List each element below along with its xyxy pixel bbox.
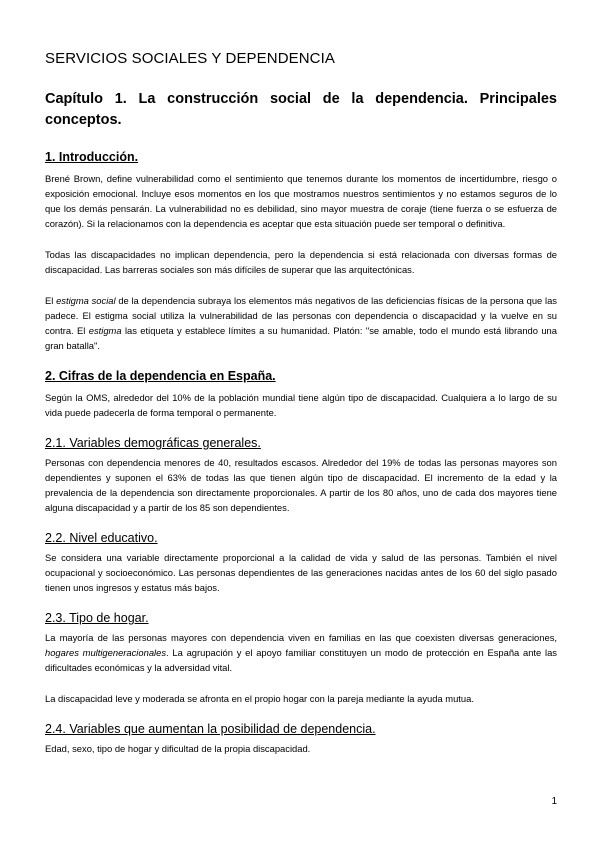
section-heading-introduccion: 1. Introducción. [45,150,139,164]
text-run: . La agrupación y el apoyo familiar constituyen un modo de protección en España ante las dificultades económicas y la adversidad vital. [45,647,557,673]
intro-paragraph-3 [45,293,557,353]
intro-paragraph-1: Brené Brown, define vulnerabilidad como el sentimiento que tenemos durante los momentos de incertidumbre, riesgo o exposición emocional. Incluye esos momentos en los que mostramos nuestros sentimientos y no estamos seguros de lo que los demás pensarán. La vulnerabilidad no es debilidad, sino mayor muestra de coraje (tiene fuerza o se esfuerza de corazón). Si la relacionamos con la dependencia es aceptar que esta situación puede ser temporal o definitiva. [45,173,557,229]
subsection-heading-2-2: 2.2. Nivel educativo. [45,531,158,545]
subsection-2-3-paragraph-1 [45,630,557,675]
cifras-paragraph: Según la OMS, alrededor del 10% de la población mundial tiene algún tipo de discapacidad. Cualquiera a lo largo de su vida puede padecerla de forma temporal o permanente. [45,392,557,418]
document-title: SERVICIOS SOCIALES Y DEPENDENCIA [45,50,335,67]
page-number: 1 [551,796,557,807]
intro-paragraph-2: Todas las discapacidades no implican dependencia, pero la dependencia si está relacionada con diversas formas de discapacidad. Las barreras sociales son más difíciles de superar que las arquitectónicas. [45,249,557,275]
section-heading-cifras: 2. Cifras de la dependencia en España. [45,369,276,383]
text-run: las etiqueta y establece límites a su humanidad. Platón: "se amable, todo el mundo está librando una gran batalla". [45,325,557,351]
document-page [45,50,557,756]
emphasis-hogares-multigeneracionales: hogares multigeneracionales [45,647,167,658]
subsection-heading-2-3: 2.3. Tipo de hogar. [45,611,149,625]
subsection-2-2-paragraph: Se considera una variable directamente proporcional a la calidad de vida y salud de las personas. También el nivel ocupacional y socioeconómico. Las personas dependientes de las generaciones nacidas antes de los 60 del siglo pasado tienen unos ingresos y estatus más bajos. [45,552,557,593]
chapter-title: Capítulo 1. La construcción social de la dependencia. Principales conceptos. [45,91,557,128]
text-run: El [45,295,57,306]
subsection-heading-2-4: 2.4. Variables que aumentan la posibilidad de dependencia. [45,722,376,736]
subsection-2-4-paragraph: Edad, sexo, tipo de hogar y dificultad de la propia discapacidad. [45,743,311,754]
subsection-2-1-paragraph: Personas con dependencia menores de 40, resultados escasos. Alrededor del 19% de todas las personas mayores son dependientes y suponen el 63% de todas las que tienen algún tipo de discapacidad. El incremento de la edad y la prevalencia de la dependencia son directamente proporcionales. A partir de los 80 años, uno de cada dos mayores tiene alguna discapacidad y a partir de los 85 son dependientes. [45,457,557,513]
text-run: de la dependencia subraya los elementos más negativos de las deficiencias físicas de la persona que las padece. El estigma social utiliza la vulnerabilidad de las personas con dependencia o discapacidad y la vuelve en su contra. El [45,295,557,336]
subsection-2-3-paragraph-2: La discapacidad leve y moderada se afronta en el propio hogar con la pareja mediante la ayuda mutua. [45,693,474,704]
text-run: La mayoría de las personas mayores con dependencia viven en familias en las que coexisten diversas generaciones, [45,632,557,643]
emphasis-estigma-social: estigma social [56,295,116,306]
emphasis-estigma: estigma [88,325,122,336]
subsection-heading-2-1: 2.1. Variables demográficas generales. [45,436,261,450]
